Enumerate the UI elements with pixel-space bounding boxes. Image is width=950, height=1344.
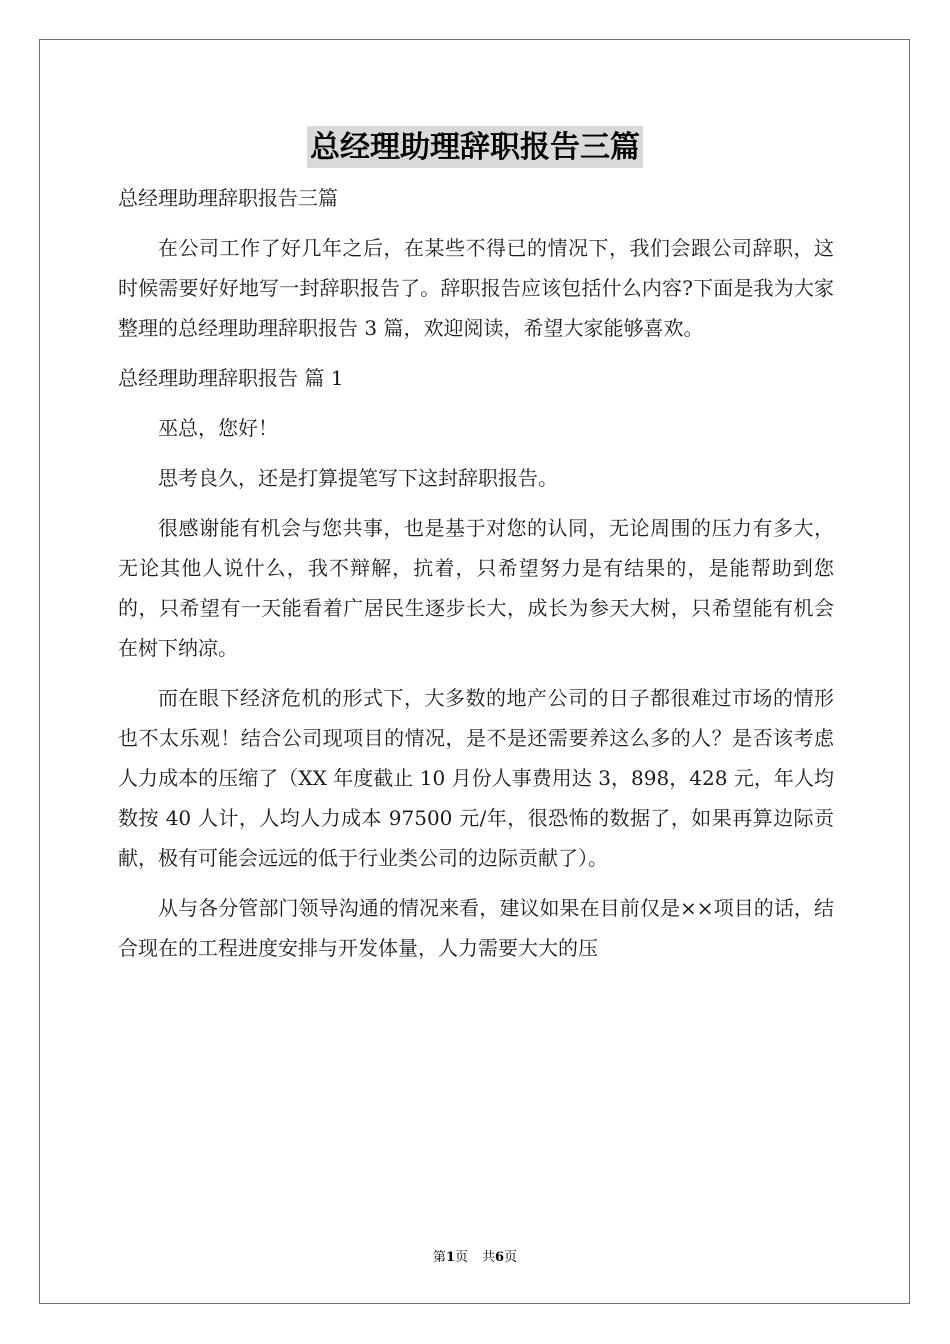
paragraph-subtitle: 总经理助理辞职报告三篇 xyxy=(118,186,338,210)
paragraph-suggestion: 从与各分管部门领导沟通的情况来看，建议如果在目前仅是××项目的话，结合现在的工程进度安排与开发体量，人力需要大大的压 xyxy=(118,896,834,960)
footer-total-suffix: 页 xyxy=(504,1250,518,1265)
paragraph-salutation: 巫总，您好！ xyxy=(158,416,278,440)
footer-page-current: 1 xyxy=(445,1250,455,1265)
paragraph-economy: 而在眼下经济危机的形式下，大多数的地产公司的日子都很难过市场的情形也不太乐观！结合公司现项目的情况，是不是还需要养这么多的人？是否该考虑人力成本的压缩了（XX 年度截止 10 月份人事费用达 3，898，428 元，年人均数按 40 人计，人均人力成本 97500 元/年，很恐怖的数据了，如果再算边际贡献，极有可能会远远的低于行业类公司的边际贡献了）。 xyxy=(118,686,834,870)
footer-page-total: 6 xyxy=(495,1250,505,1265)
paragraph-intro: 在公司工作了好几年之后，在某些不得已的情况下，我们会跟公司辞职，这时候需要好好地写一封辞职报告了。辞职报告应该包括什么内容?下面是我为大家整理的总经理助理辞职报告 3 篇，欢迎阅读，希望大家能够喜欢。 xyxy=(118,236,834,340)
title-container xyxy=(0,126,950,168)
document-body xyxy=(118,178,834,978)
document-title: 总经理助理辞职报告三篇 xyxy=(307,126,643,168)
paragraph-opening: 思考良久，还是打算提笔写下这封辞职报告。 xyxy=(158,466,558,490)
footer-total-prefix: 共 xyxy=(482,1250,496,1265)
page-footer xyxy=(0,1246,950,1265)
paragraph-thanks: 很感谢能有机会与您共事，也是基于对您的认同，无论周围的压力有多大，无论其他人说什么，我不辩解，抗着，只希望努力是有结果的，是能帮助到您的，只希望有一天能看着广居民生逐步长大，成长为参天大树，只希望能有机会在树下纳凉。 xyxy=(118,516,834,660)
footer-page-prefix: 第 xyxy=(432,1250,446,1265)
section-heading-1: 总经理助理辞职报告 篇 1 xyxy=(118,366,344,390)
footer-page-suffix: 页 xyxy=(454,1250,468,1265)
